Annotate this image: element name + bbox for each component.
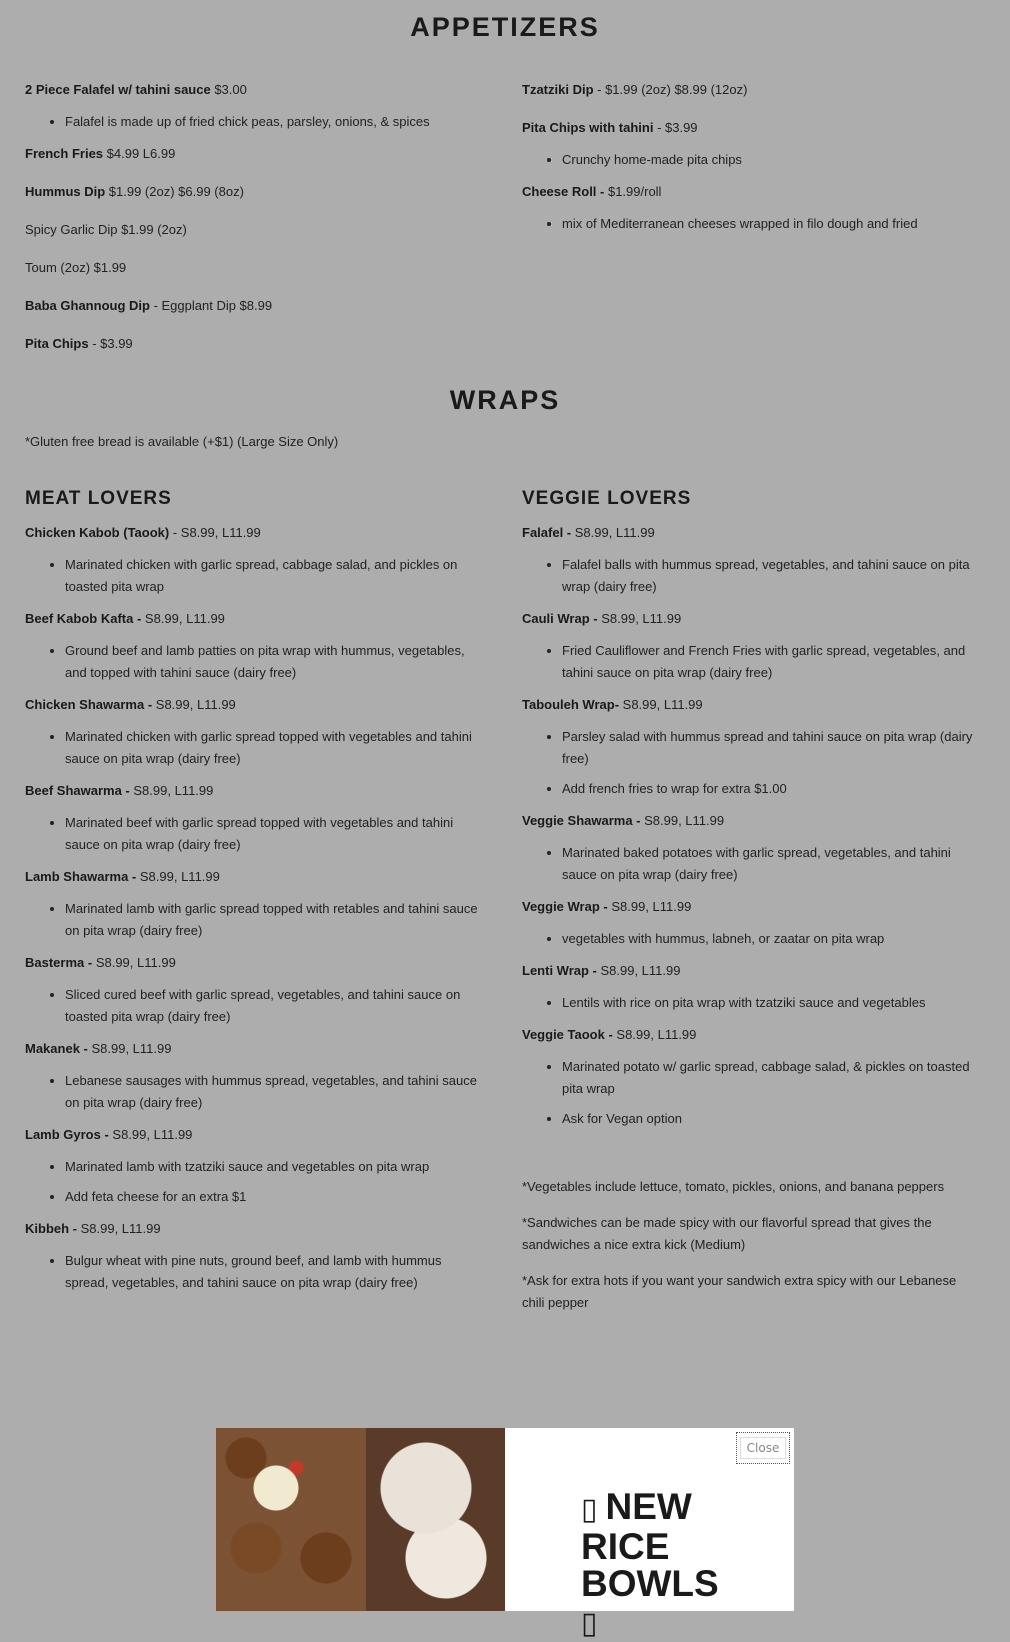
- menu-item-name: Tabouleh Wrap-: [522, 697, 620, 712]
- footnotes: [522, 1176, 982, 1314]
- menu-item-details: [522, 213, 982, 235]
- menu-item-name: Basterma -: [25, 955, 96, 970]
- menu-item: [522, 960, 982, 982]
- menu-item-details: [522, 726, 982, 800]
- menu-item: [25, 143, 485, 165]
- menu-item-details: [25, 898, 485, 942]
- menu-item: [522, 694, 982, 716]
- menu-item-details: [25, 1156, 485, 1208]
- meat-lovers-column: [25, 488, 485, 1304]
- menu-item-details: [25, 554, 485, 598]
- menu-item-detail: • Marinated lamb with tzatziki sauce and vegetables on pita wrap: [65, 1156, 485, 1178]
- menu-item-price: - $3.99: [653, 120, 698, 135]
- menu-item-price: Spicy Garlic Dip $1.99 (2oz): [25, 222, 187, 237]
- menu-item-price: $4.99 L6.99: [103, 146, 176, 161]
- menu-item-details: [25, 812, 485, 856]
- menu-item-details: [25, 726, 485, 770]
- menu-item-name: Lenti Wrap -: [522, 963, 597, 978]
- menu-item-details: [522, 149, 982, 171]
- menu-item-name: 2 Piece Falafel w/ tahini sauce: [25, 82, 211, 97]
- menu-item-price: $1.99/roll: [604, 184, 662, 199]
- menu-item-price: S8.99, L11.99: [619, 697, 703, 712]
- menu-item-detail: • mix of Mediterranean cheeses wrapped in filo dough and fried: [562, 213, 982, 235]
- menu-item-details: [25, 1070, 485, 1114]
- menu-item-detail: • Marinated lamb with garlic spread topped with retables and tahini sauce on pita wrap (dairy free): [65, 898, 485, 942]
- menu-item-price: S8.99, L11.99: [77, 1221, 161, 1236]
- menu-item-detail: • Marinated chicken with garlic spread topped with vegetables and tahini sauce on pita wrap (dairy free): [65, 726, 485, 770]
- menu-item-details: [25, 111, 485, 133]
- menu-item-name: Veggie Wrap -: [522, 899, 608, 914]
- menu-item-name: Cauli Wrap -: [522, 611, 598, 626]
- menu-item-details: [25, 984, 485, 1028]
- veggie-lovers-column: [522, 488, 982, 1328]
- menu-item: [25, 219, 485, 241]
- menu-item-price: S8.99, L11.99: [612, 1027, 697, 1042]
- menu-item-name: Tzatziki Dip: [522, 82, 594, 97]
- menu-item-name: Veggie Taook -: [522, 1027, 613, 1042]
- menu-item-detail: • Lentils with rice on pita wrap with tzatziki sauce and vegetables: [562, 992, 982, 1014]
- menu-item: [25, 1218, 485, 1240]
- promo-modal: [216, 1428, 794, 1640]
- menu-item-details: [522, 992, 982, 1014]
- menu-item-detail: • Ask for Vegan option: [562, 1108, 982, 1130]
- menu-item: [25, 780, 485, 802]
- menu-item-price: S8.99, L11.99: [596, 963, 681, 978]
- menu-item: [522, 1024, 982, 1046]
- menu-item-detail: • Falafel balls with hummus spread, vegetables, and tahini sauce on pita wrap (dairy free): [562, 554, 982, 598]
- appetizers-title: APPETIZERS: [410, 12, 600, 42]
- menu-item-detail: • Lebanese sausages with hummus spread, vegetables, and tahini sauce on pita wrap (dairy free): [65, 1070, 485, 1114]
- menu-item-detail: • Add french fries to wrap for extra $1.00: [562, 778, 982, 800]
- menu-item-name: Makanek -: [25, 1041, 88, 1056]
- menu-item: [25, 79, 485, 101]
- menu-item: [25, 181, 485, 203]
- menu-item-detail: • Marinated potato w/ garlic spread, cabbage salad, & pickles on toasted pita wrap: [562, 1056, 982, 1100]
- gluten-free-note: *Gluten free bread is available (+$1) (Large Size Only): [25, 434, 339, 449]
- menu-item-details: [522, 1056, 982, 1130]
- menu-item: [522, 522, 982, 544]
- wraps-title: WRAPS: [449, 385, 561, 415]
- menu-item-price: S8.99, L11.99: [640, 813, 725, 828]
- menu-item-price: S8.99, L11.99: [141, 611, 225, 626]
- menu-item-price: S8.99, L11.99: [139, 869, 220, 884]
- menu-item-detail: • Marinated baked potatoes with garlic spread, vegetables, and tahini sauce on pita wrap (dairy free): [562, 842, 982, 886]
- menu-item: [25, 866, 485, 888]
- veggie-lovers-heading: VEGGIE LOVERS: [522, 488, 692, 509]
- menu-item: [25, 952, 485, 974]
- menu-item-name: Beef Shawarma -: [25, 783, 134, 798]
- menu-item: [25, 522, 485, 544]
- menu-item-price: $3.00: [210, 82, 247, 97]
- menu-item: [25, 608, 485, 630]
- menu-item-details: [25, 1250, 485, 1294]
- menu-item: [25, 1038, 485, 1060]
- footnote: *Ask for extra hots if you want your sandwich extra spicy with our Lebanese chili pepper: [522, 1273, 957, 1310]
- menu-item-detail: • Bulgur wheat with pine nuts, ground beef, and lamb with hummus spread, vegetables, and tahini sauce on pita wrap (dairy free): [65, 1250, 485, 1294]
- menu-item-detail: • Sliced cured beef with garlic spread, vegetables, and tahini sauce on toasted pita wrap (dairy free): [65, 984, 485, 1028]
- menu-item-name: Cheese Roll -: [522, 184, 605, 199]
- menu-item-price: S8.99, L11.99: [108, 1127, 193, 1142]
- menu-item-details: [522, 640, 982, 684]
- menu-item-price: S8.99, L11.99: [607, 899, 692, 914]
- appetizers-left-column: [25, 79, 485, 371]
- menu-item-price: - $3.99: [88, 336, 133, 351]
- promo-line-1: NEW: [605, 1486, 692, 1527]
- menu-item-detail: • Ground beef and lamb patties on pita wrap with hummus, vegetables, and topped with tahini sauce (dairy free): [65, 640, 485, 684]
- menu-item-name: Chicken Shawarma -: [25, 697, 156, 712]
- appetizers-right-column: [522, 79, 982, 245]
- menu-item-detail: • Marinated chicken with garlic spread, cabbage salad, and pickles on toasted pita wrap: [65, 554, 485, 598]
- menu-item-name: Hummus Dip: [25, 184, 106, 199]
- menu-item-name: Pita Chips with tahini: [522, 120, 654, 135]
- menu-item-name: Falafel -: [522, 525, 572, 540]
- menu-item-name: Lamb Shawarma -: [25, 869, 140, 884]
- menu-item-price: S8.99, L11.99: [571, 525, 655, 540]
- menu-item-price: - Eggplant Dip $8.99: [149, 298, 273, 313]
- menu-item: [522, 896, 982, 918]
- menu-item-price: S8.99, L11.99: [95, 955, 176, 970]
- menu-item-price: S8.99, L11.99: [597, 611, 682, 626]
- menu-item-price: S8.99, L11.99: [87, 1041, 172, 1056]
- menu-item: [522, 79, 982, 101]
- menu-item: [25, 1124, 485, 1146]
- menu-item-name: Chicken Kabob (Taook): [25, 525, 170, 540]
- menu-item-detail: • Add feta cheese for an extra $1: [65, 1186, 485, 1208]
- menu-item-name: Lamb Gyros -: [25, 1127, 109, 1142]
- promo-headline: [581, 1488, 781, 1642]
- menu-item-name: Baba Ghannoug Dip: [25, 298, 150, 313]
- menu-item-price: S8.99, L11.99: [155, 697, 236, 712]
- menu-item: [522, 810, 982, 832]
- promo-line-2: RICE: [581, 1526, 670, 1567]
- menu-item-detail: • Crunchy home-made pita chips: [562, 149, 982, 171]
- footnote: *Sandwiches can be made spicy with our flavorful spread that gives the sandwiches a nice extra kick (Medium): [522, 1215, 932, 1252]
- menu-item-price: - S8.99, L11.99: [169, 525, 261, 540]
- footnote: *Vegetables include lettuce, tomato, pickles, onions, and banana peppers: [522, 1179, 945, 1194]
- menu-item-price: S8.99, L11.99: [133, 783, 214, 798]
- menu-item: [522, 181, 982, 203]
- box-glyph-icon: ▯: [581, 1493, 598, 1526]
- menu-item-name: Veggie Shawarma -: [522, 813, 641, 828]
- food-photo: [216, 1428, 505, 1611]
- menu-item: [25, 257, 485, 279]
- menu-item: [25, 295, 485, 317]
- menu-item-price: Toum (2oz) $1.99: [25, 260, 127, 275]
- menu-item-details: [522, 928, 982, 950]
- menu-item: [522, 608, 982, 630]
- menu-item-price: - $1.99 (2oz) $8.99 (12oz): [593, 82, 748, 97]
- menu-item-detail: • Fried Cauliflower and French Fries with garlic spread, vegetables, and tahini sauce on pita wrap (dairy free): [562, 640, 982, 684]
- close-button[interactable]: [736, 1432, 790, 1464]
- menu-item: [25, 333, 485, 355]
- menu-item-name: Beef Kabob Kafta -: [25, 611, 142, 626]
- promo-line-3: BOWLS: [581, 1563, 719, 1604]
- menu-item-price: $1.99 (2oz) $6.99 (8oz): [105, 184, 244, 199]
- menu-item: [25, 694, 485, 716]
- menu-item-detail: • Marinated beef with garlic spread topped with vegetables and tahini sauce on pita wrap (dairy free): [65, 812, 485, 856]
- menu-item-details: [25, 640, 485, 684]
- menu-item-name: French Fries: [25, 146, 104, 161]
- menu-item-detail: • Parsley salad with hummus spread and tahini sauce on pita wrap (dairy free): [562, 726, 982, 770]
- menu-item-detail: • Falafel is made up of fried chick peas, parsley, onions, & spices: [65, 111, 485, 133]
- menu-item: [522, 117, 982, 139]
- menu-item-name: Kibbeh -: [25, 1221, 77, 1236]
- box-glyph-icon: ▯: [581, 1607, 598, 1640]
- close-label[interactable]: Close: [740, 1437, 787, 1459]
- meat-lovers-heading: MEAT LOVERS: [25, 488, 172, 509]
- menu-item-details: [522, 842, 982, 886]
- menu-item-name: Pita Chips: [25, 336, 89, 351]
- menu-item-details: [522, 554, 982, 598]
- menu-item-detail: • vegetables with hummus, labneh, or zaatar on pita wrap: [562, 928, 982, 950]
